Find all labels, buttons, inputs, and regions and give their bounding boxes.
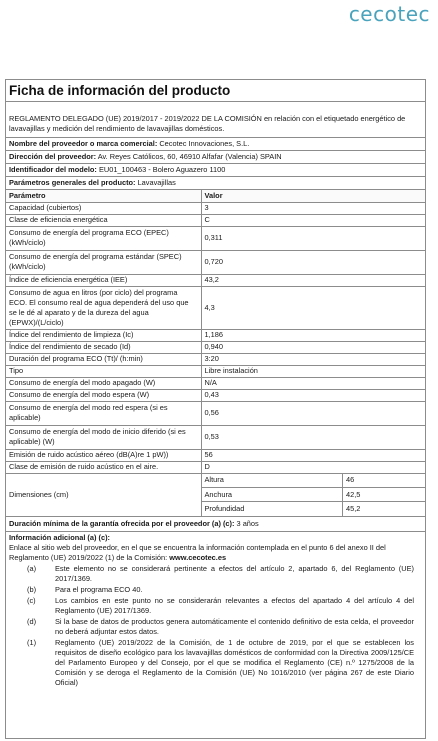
param-name: Clase de emisión de ruido acústico en el aire. bbox=[6, 461, 201, 473]
param-value: D bbox=[201, 461, 425, 473]
address-label: Dirección del proveedor: bbox=[9, 152, 97, 161]
header-parameter: Parámetro bbox=[6, 190, 201, 202]
additional-info-text bbox=[9, 543, 422, 563]
additional-info bbox=[6, 532, 425, 689]
param-value: 0,311 bbox=[201, 226, 425, 250]
parameters-table bbox=[6, 190, 425, 517]
model-label: Identificador del modelo: bbox=[9, 165, 97, 174]
footnote-key: (b) bbox=[27, 584, 37, 594]
param-name: Duración del programa ECO (Tt)/ (h:min) bbox=[6, 353, 201, 365]
param-value: 3 bbox=[201, 202, 425, 214]
param-name: Consumo de energía del modo red espera (si es aplicable) bbox=[6, 401, 201, 425]
table-row bbox=[6, 202, 425, 214]
param-value: 1,186 bbox=[201, 329, 425, 341]
footnote bbox=[9, 564, 422, 584]
param-value: 0,720 bbox=[201, 250, 425, 274]
table-row bbox=[6, 214, 425, 226]
dimension-value: 46 bbox=[343, 474, 426, 488]
sheet-title: Ficha de información del producto bbox=[6, 80, 425, 102]
param-name: Consumo de agua en litros (por ciclo) del programa ECO. El consumo real de agua dependerá del uso que se le dé al aparato y de la dureza del agua (EPWX)/(L/ciclo) bbox=[6, 286, 201, 329]
footnote-text: Los cambios en este punto no se considerarán relevantes a efectos del apartado 4 del artículo 4 del Reglamento (UE) 2017/1369. bbox=[55, 595, 414, 615]
dimension-row bbox=[202, 488, 426, 502]
supplier-row bbox=[6, 138, 425, 151]
dimension-name: Anchura bbox=[202, 488, 343, 502]
param-name: Clase de eficiencia energética bbox=[6, 214, 201, 226]
warranty-value: 3 años bbox=[236, 518, 259, 528]
additional-info-label: Información adicional (a) (c): bbox=[9, 532, 111, 542]
table-header-row bbox=[6, 190, 425, 202]
param-value: C bbox=[201, 214, 425, 226]
table-row bbox=[6, 449, 425, 461]
param-value: 0,43 bbox=[201, 389, 425, 401]
param-value: 3:20 bbox=[201, 353, 425, 365]
table-row bbox=[6, 425, 425, 449]
general-params-row bbox=[6, 177, 425, 190]
table-row bbox=[6, 286, 425, 329]
footnote-key: (d) bbox=[27, 616, 37, 626]
dimensions-subtable bbox=[202, 474, 426, 516]
additional-info-body: Enlace al sitio web del proveedor, en el que se encuentra la información contemplada en el punto 6 del anexo II del Reglamento (UE) 2019/2022 (1) de la Comisión: bbox=[9, 542, 386, 562]
table-row bbox=[6, 250, 425, 274]
model-row bbox=[6, 164, 425, 177]
dimension-name: Profundidad bbox=[202, 502, 343, 516]
footnote-text: Este elemento no se considerará pertinente a efectos del artículo 2, apartado 6, del Reglamento (UE) 2017/1369. bbox=[55, 563, 414, 583]
param-name: Consumo de energía del modo espera (W) bbox=[6, 389, 201, 401]
param-value: 56 bbox=[201, 449, 425, 461]
warranty-row bbox=[6, 517, 425, 532]
table-row bbox=[6, 329, 425, 341]
regulation-intro: REGLAMENTO DELEGADO (UE) 2019/2017 - 2019/2022 DE LA COMISIÓN en relación con el etiquetado energético de lavavajillas y medición del rendimiento de lavavajillas domésticos. bbox=[6, 102, 425, 138]
table-row bbox=[6, 365, 425, 377]
brand-logo: cecotec bbox=[348, 2, 430, 26]
param-name: Consumo de energía del programa ECO (EPEC) (kWh/ciclo) bbox=[6, 226, 201, 250]
param-name: Emisión de ruido acústico aéreo (dB(A)re 1 pW)) bbox=[6, 449, 201, 461]
param-name: Consumo de energía del modo apagado (W) bbox=[6, 377, 201, 389]
table-row bbox=[6, 274, 425, 286]
dimension-value: 42,5 bbox=[343, 488, 426, 502]
address-value: Av. Reyes Católicos, 60, 46910 Alfafar (Valencia) SPAIN bbox=[97, 152, 282, 161]
param-name: Tipo bbox=[6, 365, 201, 377]
param-value: N/A bbox=[201, 377, 425, 389]
dimension-row bbox=[202, 474, 426, 488]
param-value: 0,940 bbox=[201, 341, 425, 353]
param-name: Índice del rendimiento de secado (Id) bbox=[6, 341, 201, 353]
footnote-key: (1) bbox=[27, 637, 37, 647]
footnote bbox=[9, 638, 422, 688]
dimension-name: Altura bbox=[202, 474, 343, 488]
product-information-sheet bbox=[5, 79, 426, 739]
param-name: Índice de eficiencia energética (IEE) bbox=[6, 274, 201, 286]
table-row bbox=[6, 341, 425, 353]
param-name: Consumo de energía del modo de inicio diferido (si es aplicable) (W) bbox=[6, 425, 201, 449]
dimension-row bbox=[202, 502, 426, 516]
footnote-key: (c) bbox=[27, 595, 36, 605]
table-row bbox=[6, 377, 425, 389]
footnote-text: Reglamento (UE) 2019/2022 de la Comisión, de 1 de octubre de 2019, por el que se establecen los requisitos de diseño ecológico para los lavavajillas domésticos de conformidad con la Directiva 2009/125/CE del Parlamento Europeo y del Consejo, por el que se modifica el Reglamento (CE) n.º 1275/2008 de la Comisión y se deroga el Reglamento de la Comisión (UE) No 1016/2010 (ver página 267 de este Diario Oficial) bbox=[55, 637, 414, 687]
table-row bbox=[6, 401, 425, 425]
footnote-text: Para el programa ECO 40. bbox=[55, 584, 143, 594]
param-name: Índice del rendimiento de limpieza (Ic) bbox=[6, 329, 201, 341]
param-value: 0,56 bbox=[201, 401, 425, 425]
param-value: 0,53 bbox=[201, 425, 425, 449]
general-params-label: Parámetros generales del producto: bbox=[9, 178, 136, 187]
dimensions-values bbox=[201, 473, 425, 516]
address-row bbox=[6, 151, 425, 164]
table-row bbox=[6, 461, 425, 473]
footnote bbox=[9, 617, 422, 637]
footnote bbox=[9, 596, 422, 616]
dimensions-label: Dimensiones (cm) bbox=[6, 473, 201, 516]
supplier-website-link[interactable]: www.cecotec.es bbox=[169, 552, 227, 562]
supplier-label: Nombre del proveedor o marca comercial: bbox=[9, 139, 158, 148]
param-value: 43,2 bbox=[201, 274, 425, 286]
general-params-value: Lavavajillas bbox=[137, 178, 176, 187]
footnote-key: (a) bbox=[27, 563, 37, 573]
param-value: Libre instalación bbox=[201, 365, 425, 377]
param-name: Consumo de energía del programa estándar (SPEC) (kWh/ciclo) bbox=[6, 250, 201, 274]
table-row bbox=[6, 353, 425, 365]
param-value: 4,3 bbox=[201, 286, 425, 329]
table-row bbox=[6, 226, 425, 250]
supplier-value: Cecotec Innovaciones, S.L. bbox=[159, 139, 250, 148]
dimension-value: 45,2 bbox=[346, 503, 361, 513]
model-value: EU01_100463 - Bolero Aguazero 1100 bbox=[98, 165, 226, 174]
param-name: Capacidad (cubiertos) bbox=[6, 202, 201, 214]
warranty-label: Duración mínima de la garantía ofrecida por el proveedor (a) (c): bbox=[9, 518, 235, 528]
footnote bbox=[9, 585, 422, 595]
header-value: Valor bbox=[201, 190, 425, 202]
footnote-text: Si la base de datos de productos genera automáticamente el contenido definitivo de esta celda, el proveedor no deberá adjuntar estos datos. bbox=[55, 616, 414, 636]
dimensions-row bbox=[6, 473, 425, 516]
table-row bbox=[6, 389, 425, 401]
